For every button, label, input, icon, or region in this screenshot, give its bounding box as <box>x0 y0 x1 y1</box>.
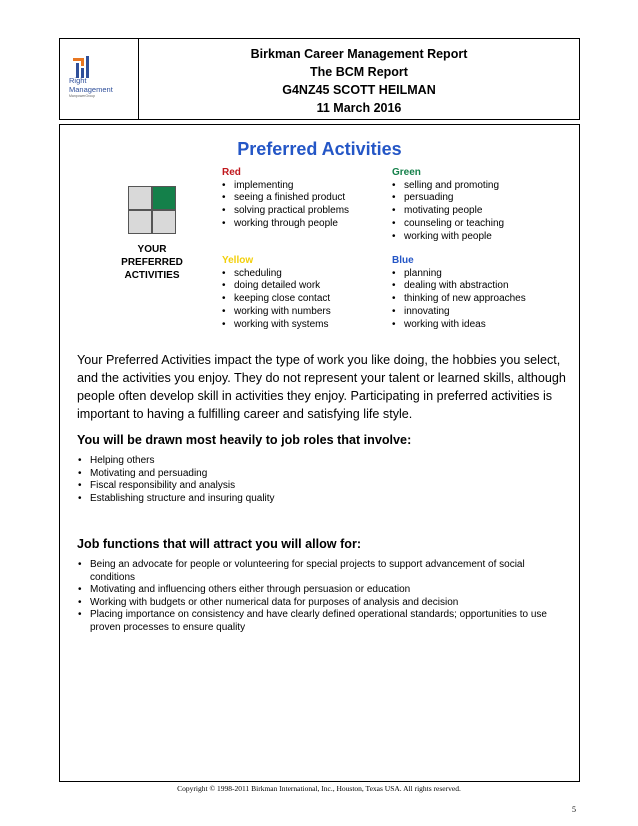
list-item: • scheduling <box>222 268 331 281</box>
list-item: • working with people <box>392 231 504 244</box>
red-heading: Red <box>222 167 241 178</box>
report-header <box>59 38 580 120</box>
list-item: • Motivating and influencing others either through persuasion or education <box>77 584 547 597</box>
blue-heading: Blue <box>392 255 414 266</box>
list-item: • dealing with abstraction <box>392 280 526 293</box>
blue-activities <box>392 255 526 331</box>
list-item: • innovating <box>392 306 526 319</box>
logo-text <box>69 77 113 99</box>
list-item: • counseling or teaching <box>392 218 504 231</box>
list-item: • Establishing structure and insuring quality <box>77 493 547 506</box>
list-item: • planning <box>392 268 526 281</box>
main-content <box>59 124 580 782</box>
logo-sub: ManpowerGroup <box>69 94 96 98</box>
green-heading: Green <box>392 167 421 178</box>
list-item: • solving practical problems <box>222 205 349 218</box>
list-item: • Fiscal responsibility and analysis <box>77 480 547 493</box>
report-subject: G4NZ45 SCOTT HEILMAN <box>282 83 436 97</box>
list-item: • motivating people <box>392 205 504 218</box>
list-item: • seeing a finished product <box>222 192 349 205</box>
report-title-cell <box>139 39 579 119</box>
logo-line2: Management <box>69 84 113 94</box>
list-item: • working with numbers <box>222 306 331 319</box>
list-item: • Motivating and persuading <box>77 468 547 481</box>
list-item: • working with ideas <box>392 319 526 332</box>
list-item: • selling and promoting <box>392 180 504 193</box>
list-item: • Placing importance on consistency and have clearly defined operational standards; opportunities to use proven processes to ensure quality <box>77 609 547 634</box>
logo-cell <box>60 39 139 119</box>
list-item: • keeping close contact <box>222 293 331 306</box>
red-activities <box>222 167 349 231</box>
logo-line1: Right <box>69 76 87 85</box>
list-item: • Being an advocate for people or volunteering for special projects to support advancement of social conditions <box>77 559 547 584</box>
job-functions-list <box>77 559 547 635</box>
drawn-roles-list <box>77 455 547 505</box>
list-item: • thinking of new approaches <box>392 293 526 306</box>
list-item: • Helping others <box>77 455 547 468</box>
preferred-activities-title: Preferred Activities <box>237 139 402 159</box>
page-number: 5 <box>572 805 576 814</box>
list-item: • working through people <box>222 218 349 231</box>
list-item: • Working with budgets or other numerical data for purposes of analysis and decision <box>77 597 547 610</box>
list-item: • implementing <box>222 180 349 193</box>
report-date: 11 March 2016 <box>316 101 402 115</box>
list-item: • working with systems <box>222 319 331 332</box>
preferred-activities-grid-icon <box>128 186 176 234</box>
yellow-heading: Yellow <box>222 255 254 266</box>
job-functions-heading: Job functions that will attract you will allow for: <box>77 537 362 551</box>
preferred-activities-paragraph: Your Preferred Activities impact the type of work you like doing, the hobbies you select, and the activities you enjoy. They do not represent your talent or learned skills, although people often develop skill in activities they enjoy. Participating in preferred activities is important to having a fulfilling career and satisfying life style. <box>77 353 566 421</box>
copyright-notice: Copyright © 1998-2011 Birkman International, Inc., Houston, Texas USA. All rights reserved. <box>177 784 461 793</box>
your-preferred-activities-label: YOUR PREFERRED ACTIVITIES <box>121 244 183 281</box>
list-item: • doing detailed work <box>222 280 331 293</box>
list-item: • persuading <box>392 192 504 205</box>
report-title: Birkman Career Management Report <box>250 47 468 61</box>
report-subtitle: The BCM Report <box>310 65 408 79</box>
green-activities <box>392 167 504 243</box>
right-management-logo-icon <box>73 56 93 78</box>
yellow-activities <box>222 255 331 331</box>
drawn-roles-heading: You will be drawn most heavily to job roles that involve: <box>77 433 412 447</box>
